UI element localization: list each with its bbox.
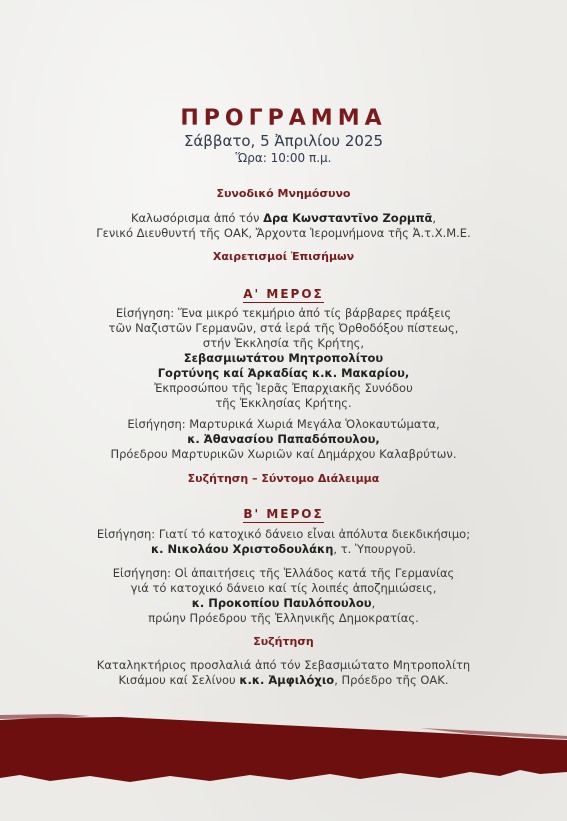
brush-stroke-main (0, 717, 567, 782)
heading-discussion-break: Συζήτηση – Σύντομο Διάλειμμα (187, 472, 380, 485)
talk-4-line-3: πρώην Πρόεδρου τῆς Ἑλληνικῆς Δημοκρατίας. (148, 611, 419, 625)
talk-3-line-2 (60, 542, 507, 557)
closing-post: , Πρόεδρο τῆς ΟΑΚ. (334, 673, 449, 687)
talk-3-name: κ. Νικολάου Χριστοδουλάκη (150, 542, 334, 556)
talk-3-post: , τ. Ὑπουργοῦ. (333, 542, 417, 556)
talk-2-paragraph (60, 417, 507, 462)
part-b-label: Β' ΜΕΡΟΣ (243, 507, 324, 521)
program-time: Ὥρα: 10:00 π.μ. (235, 151, 332, 165)
talk-2-name-text: κ. Ἀθανασίου Παπαδόπουλου, (187, 432, 380, 446)
program-title: ΠΡΟΓΡΑΜΜΑ (180, 106, 387, 131)
talk-1-line-3: στήν Ἐκκλησία τῆς Κρήτης, (202, 336, 365, 350)
talk-1-name-2-text: Γορτύνης καί Ἀρκαδίας κ.κ. Μακαρίου, (157, 366, 410, 380)
talk-4-name-text: κ. Προκοπίου Παυλόπουλου (191, 596, 372, 610)
talk-2-line-2: Πρόεδρου Μαρτυρικῶν Χωριῶν καί Δημάρχου Καλαβρύτων. (110, 447, 457, 461)
program-date: Σάββατο, 5 Ἀπριλίου 2025 (183, 132, 384, 150)
closing-line-2 (60, 673, 507, 688)
talk-4-name-post: , (371, 596, 376, 610)
talk-1-line-5: τῆς Ἐκκλησίας Κρήτης. (215, 396, 352, 410)
talk-1-paragraph (60, 306, 507, 411)
talk-4-name (60, 596, 507, 611)
closing-paragraph (60, 658, 507, 688)
talk-1-name-1-text: Σεβασμιωτάτου Μητροπολίτου (183, 351, 384, 365)
closing-name: κ.κ. Ἀμφιλόχιο (239, 673, 335, 687)
welcome-name: Δρα Κωνσταντῖνο Ζορμπᾶ (263, 211, 433, 225)
talk-1-name-1 (60, 351, 507, 366)
talk-1-name-2 (60, 366, 507, 381)
talk-2-name (60, 432, 507, 447)
welcome-line-2: Γενικό Διευθυντή τῆς ΟΑΚ, Ἄρχοντα Ἱερομνήμονα τῆς Ἀ.τ.Χ.Μ.Ε. (96, 226, 471, 240)
heading-discussion: Συζήτηση (253, 635, 314, 648)
talk-2-line-1: Εἰσήγηση: Μαρτυρικά Χωριά Μεγάλα Ὁλοκαυτώματα, (127, 417, 440, 431)
part-a-heading (0, 283, 567, 302)
closing-line-1: Καταληκτήριος προσλαλιά ἀπό τόν Σεβασμιώτατο Μητροπολίτη (96, 658, 471, 672)
talk-3-paragraph (60, 527, 507, 557)
closing-pre: Κισάμου καί Σελίνου (118, 673, 240, 687)
heading-memorial: Συνοδικό Μνημόσυνο (216, 187, 351, 200)
brush-stroke-decoration (0, 712, 567, 787)
talk-4-line-2: γιά τό κατοχικό δάνειο καί τίς λοιπές ἀποζημιώσεις, (130, 581, 437, 595)
talk-3-line-1: Εἰσήγηση: Γιατί τό κατοχικό δάνειο εἶναι ἀπόλυτα διεκδικήσιμο; (96, 527, 471, 541)
welcome-line-1 (60, 211, 507, 226)
part-b-heading (0, 503, 567, 522)
part-a-label: Α' ΜΕΡΟΣ (243, 287, 324, 301)
talk-1-line-4: Ἐκπροσώπου τῆς Ἱερᾶς Ἐπαρχιακῆς Συνόδου (154, 381, 413, 395)
talk-1-line-1: Εἰσήγηση: Ἕνα μικρό τεκμήριο ἀπό τίς βάρβαρες πράξεις (115, 306, 452, 320)
welcome-pre: Καλωσόρισμα ἀπό τόν (130, 211, 264, 225)
talk-1-line-2: τῶν Ναζιστῶν Γερμανῶν, στά ἱερά τῆς Ὀρθοδόξου πίστεως, (108, 321, 459, 335)
heading-greetings: Χαιρετισμοί Ἐπισήμων (212, 250, 355, 263)
talk-4-paragraph (60, 566, 507, 626)
talk-4-line-1: Εἰσήγηση: Οἱ ἀπαιτήσεις τῆς Ἑλλάδος κατά τῆς Γερμανίας (112, 566, 455, 580)
welcome-post: , (432, 211, 437, 225)
welcome-paragraph (60, 211, 507, 241)
